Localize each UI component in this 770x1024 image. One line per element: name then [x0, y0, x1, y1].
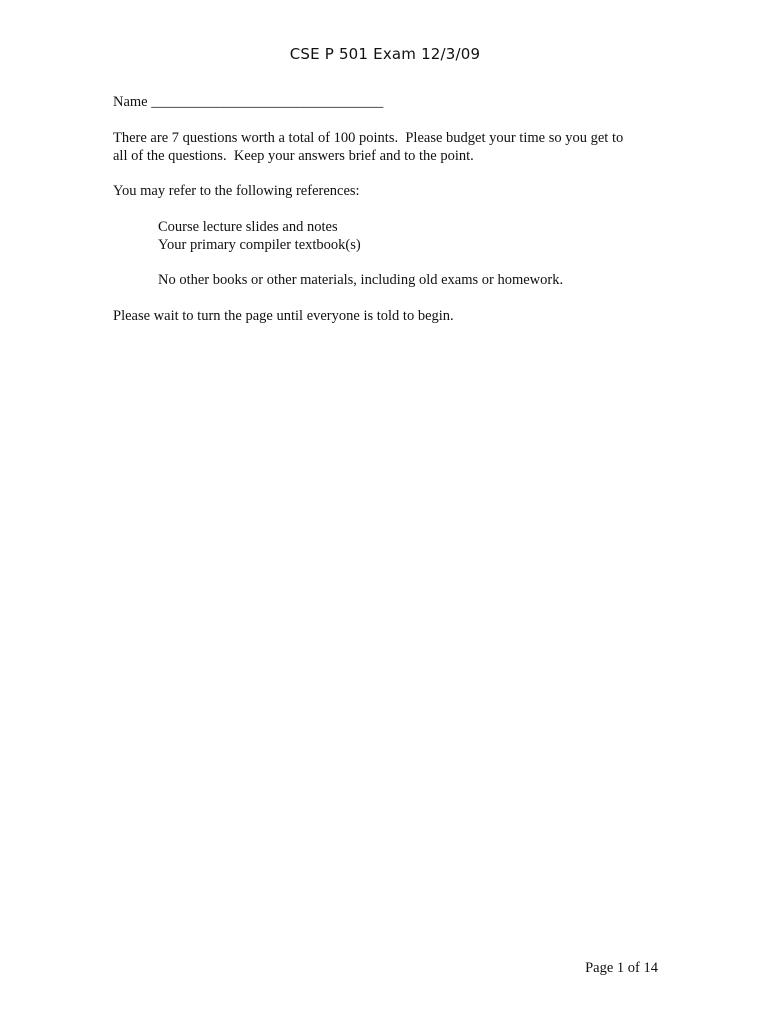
- page-number: Page 1 of 14: [585, 960, 658, 976]
- name-field-line: Name ________________________________: [113, 94, 384, 110]
- reference-item-slides: Course lecture slides and notes: [158, 219, 338, 235]
- closing-instruction: Please wait to turn the page until everyone is told to begin.: [113, 308, 454, 324]
- instructions-line-1: There are 7 questions worth a total of 100 points. Please budget your time so you get to: [113, 130, 624, 146]
- references-list: [158, 218, 638, 254]
- exam-title: CSE P 501 Exam 12/3/09: [289, 45, 481, 63]
- references-restriction: No other books or other materials, including old exams or homework.: [158, 272, 564, 288]
- instructions-paragraph: [113, 129, 658, 165]
- references-intro: You may refer to the following references:: [113, 183, 360, 199]
- reference-item-textbook: Your primary compiler textbook(s): [158, 237, 361, 253]
- instructions-line-2: all of the questions. Keep your answers brief and to the point.: [113, 148, 474, 164]
